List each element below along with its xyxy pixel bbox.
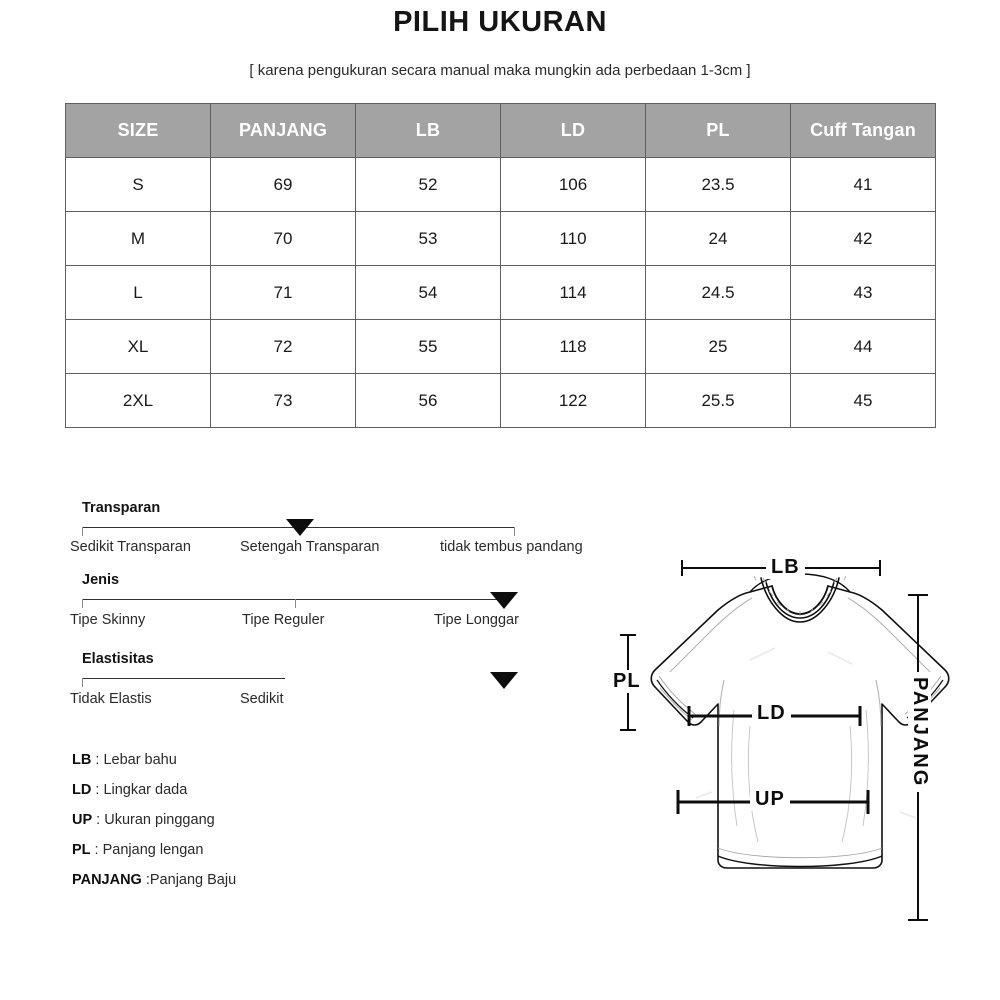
cell-size: L [66, 266, 211, 320]
cell-pl: 25.5 [646, 374, 791, 428]
scale-transparan-tick-start [82, 527, 83, 536]
legend-desc-ld: Lingkar dada [103, 782, 188, 798]
scale-elastisitas-marker-icon [490, 672, 518, 689]
legend-item-panjang [72, 872, 236, 888]
legend-desc-pl: Panjang lengan [102, 842, 204, 858]
scale-jenis-track [82, 599, 506, 600]
cell-pl: 24 [646, 212, 791, 266]
legend-desc-up: Ukuran pinggang [104, 812, 215, 828]
cell-ld: 122 [501, 374, 646, 428]
column-header-lb: LB [356, 104, 501, 158]
cell-cuff: 41 [791, 158, 936, 212]
cell-panjang: 73 [211, 374, 356, 428]
scale-transparan-title: Transparan [82, 500, 161, 516]
legend-sep: : [90, 842, 103, 858]
scale-jenis-marker-icon [490, 592, 518, 609]
dimension-label-lb: LB [766, 556, 805, 579]
scale-elastisitas-title: Elastisitas [82, 651, 154, 667]
scale-transparan-label-high: tidak tembus pandang [440, 539, 583, 555]
scale-elastisitas-label-mid: Sedikit [240, 691, 284, 707]
table-row [66, 374, 936, 428]
dimension-label-ld: LD [752, 702, 791, 725]
legend-item-up [72, 812, 236, 828]
scale-transparan-marker-icon [286, 519, 314, 536]
cell-pl: 23.5 [646, 158, 791, 212]
cell-ld: 118 [501, 320, 646, 374]
measurement-note: [ karena pengukuran secara manual maka mungkin ada perbedaan 1-3cm ] [249, 62, 751, 79]
cell-pl: 24.5 [646, 266, 791, 320]
legend-item-lb [72, 752, 236, 768]
legend-sep: : [91, 782, 104, 798]
cell-panjang: 72 [211, 320, 356, 374]
table-row [66, 320, 936, 374]
cell-lb: 53 [356, 212, 501, 266]
table-row [66, 266, 936, 320]
column-header-cuff-tangan: Cuff Tangan [791, 104, 936, 158]
legend-abbr-ld: LD [72, 782, 92, 798]
dimension-label-up: UP [750, 788, 790, 811]
column-header-ld: LD [501, 104, 646, 158]
scale-jenis-tick-mid [295, 599, 296, 608]
legend-abbr-pl: PL [72, 842, 91, 858]
cell-lb: 52 [356, 158, 501, 212]
cell-size: S [66, 158, 211, 212]
cell-size: 2XL [66, 374, 211, 428]
scale-jenis-tick-start [82, 599, 83, 608]
table-row [66, 158, 936, 212]
scale-elastisitas-track [82, 678, 285, 679]
abbreviation-legend [72, 752, 236, 902]
column-header-size: SIZE [66, 104, 211, 158]
scale-transparan-label-low: Sedikit Transparan [70, 539, 191, 555]
scale-elastisitas-label-low: Tidak Elastis [70, 691, 152, 707]
legend-item-ld [72, 782, 236, 798]
scale-jenis-title: Jenis [82, 572, 120, 588]
legend-sep: : [141, 872, 150, 888]
column-header-pl: PL [646, 104, 791, 158]
dimension-label-pl: PL [608, 670, 646, 693]
legend-abbr-lb: LB [72, 752, 92, 768]
legend-abbr-panjang: PANJANG [72, 872, 142, 888]
scale-jenis-label-mid: Tipe Reguler [242, 612, 325, 628]
cell-size: M [66, 212, 211, 266]
cell-ld: 114 [501, 266, 646, 320]
cell-panjang: 70 [211, 212, 356, 266]
scale-transparan-tick-end [514, 527, 515, 536]
table-row [66, 212, 936, 266]
scale-jenis-label-high: Tipe Longgar [434, 612, 519, 628]
legend-desc-panjang: Panjang Baju [149, 872, 237, 888]
cell-panjang: 69 [211, 158, 356, 212]
cell-panjang: 71 [211, 266, 356, 320]
cell-pl: 25 [646, 320, 791, 374]
legend-sep: : [91, 752, 104, 768]
dimension-label-panjang: PANJANG [908, 672, 931, 792]
legend-desc-lb: Lebar bahu [103, 752, 177, 768]
column-header-panjang: PANJANG [211, 104, 356, 158]
page-title: PILIH UKURAN [393, 6, 607, 38]
scale-transparan-label-mid: Setengah Transparan [240, 539, 380, 555]
tshirt-illustration-icon [600, 530, 1000, 960]
scale-jenis-label-low: Tipe Skinny [70, 612, 146, 628]
table-header-row [66, 104, 936, 158]
cell-lb: 55 [356, 320, 501, 374]
legend-item-pl [72, 842, 236, 858]
tshirt-measurement-diagram [600, 530, 1000, 960]
cell-cuff: 45 [791, 374, 936, 428]
legend-sep: : [92, 812, 105, 828]
cell-cuff: 43 [791, 266, 936, 320]
cell-lb: 56 [356, 374, 501, 428]
cell-cuff: 44 [791, 320, 936, 374]
cell-lb: 54 [356, 266, 501, 320]
cell-ld: 110 [501, 212, 646, 266]
scale-elastisitas-tick-start [82, 678, 83, 687]
cell-size: XL [66, 320, 211, 374]
cell-ld: 106 [501, 158, 646, 212]
cell-cuff: 42 [791, 212, 936, 266]
legend-abbr-up: UP [72, 812, 93, 828]
size-chart-table [65, 103, 936, 428]
